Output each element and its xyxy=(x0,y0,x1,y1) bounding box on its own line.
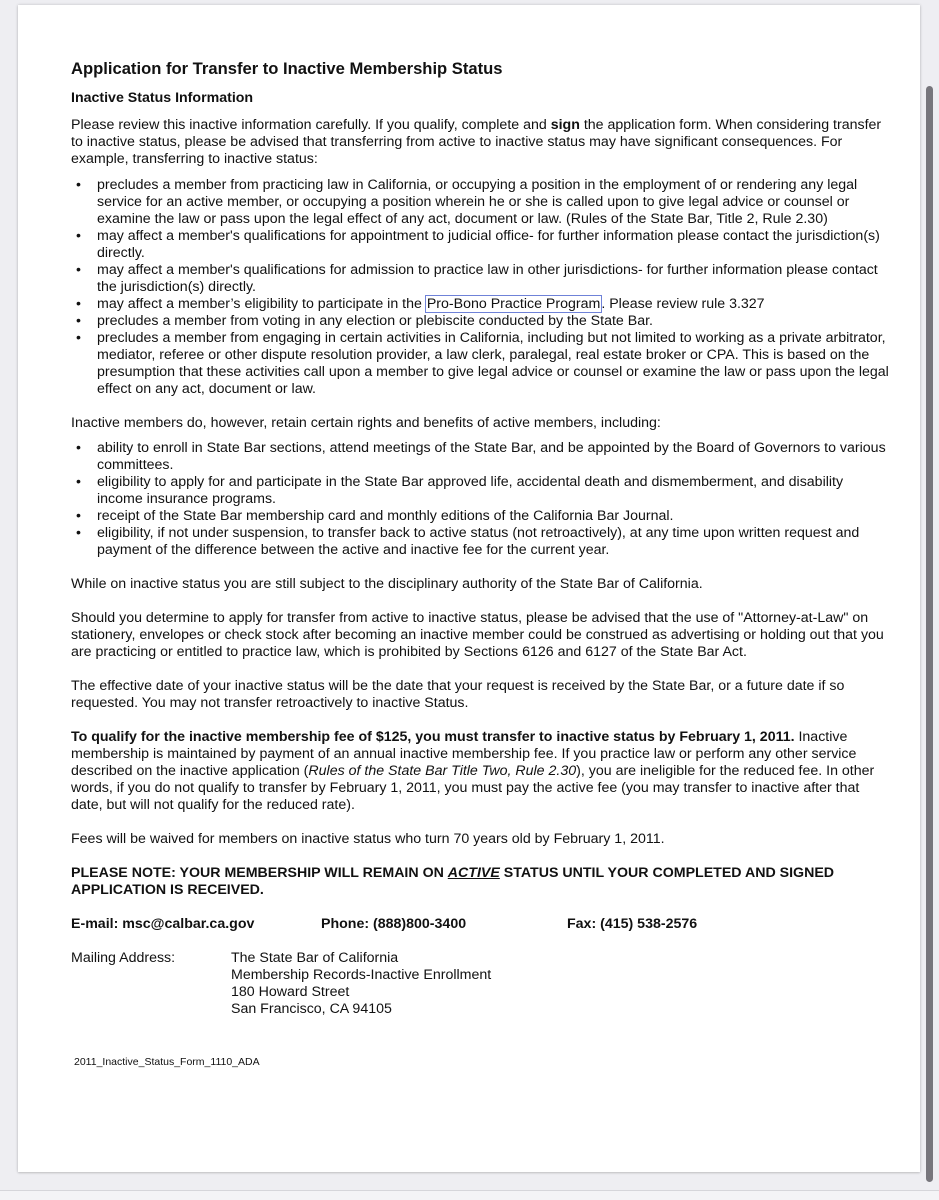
list-item xyxy=(71,474,891,508)
bullet-icon: • xyxy=(76,474,81,490)
consequences-list xyxy=(71,177,891,398)
list-item-text: may affect a member's qualifications for appointment to judicial office- for further information please contact the jurisdiction(s) directly. xyxy=(97,228,880,261)
note-text: PLEASE NOTE: YOUR MEMBERSHIP WILL REMAIN ON xyxy=(71,865,448,881)
viewer-bottom-edge xyxy=(0,1190,939,1200)
address-line: 180 Howard Street xyxy=(231,984,350,1000)
rights-intro: Inactive members do, however, retain certain rights and benefits of active members, including: xyxy=(71,415,661,431)
list-item xyxy=(71,177,891,228)
list-item xyxy=(71,330,891,398)
intro-text: Please review this inactive information carefully. If you qualify, complete and xyxy=(71,117,551,133)
page-content xyxy=(71,59,891,1071)
bullet-icon: • xyxy=(76,508,81,524)
address-line: San Francisco, CA 94105 xyxy=(231,1001,392,1017)
mailing-address-label: Mailing Address: xyxy=(71,950,176,966)
form-id: 2011_Inactive_Status_Form_1110_ADA xyxy=(74,1056,260,1068)
contact-info xyxy=(71,916,891,933)
note-text-rest: STATUS UNTIL YOUR COMPLETED AND SIGNED APPLICATION IS RECEIVED. xyxy=(71,865,835,898)
intro-text-rest: the application form. When considering transfer to inactive status, please be advised that transferring from active to inactive status may have significant consequences. For example, transferring to inactive status: xyxy=(71,117,882,167)
list-item-text: may affect a member’s eligibility to participate in the xyxy=(97,296,426,312)
list-item-text: eligibility to apply for and participate in the State Bar approved life, accidental death and dismemberment, and disability income insurance programs. xyxy=(97,474,844,507)
list-item xyxy=(71,525,891,559)
intro-paragraph xyxy=(71,117,891,168)
scrollbar-thumb[interactable] xyxy=(926,86,933,1182)
list-item xyxy=(71,313,891,330)
disciplinary-paragraph: While on inactive status you are still subject to the disciplinary authority of the State Bar of California. xyxy=(71,576,703,592)
document-page xyxy=(18,5,920,1172)
address-line: Membership Records-Inactive Enrollment xyxy=(231,967,492,983)
list-item-text: may affect a member's qualifications for admission to practice law in other jurisdictions- for further information please contact the jurisdiction(s) directly. xyxy=(97,262,878,295)
list-item xyxy=(71,228,891,262)
please-note xyxy=(71,865,891,899)
mailing-address-lines xyxy=(231,950,491,1018)
bullet-icon: • xyxy=(76,262,81,278)
list-item xyxy=(71,508,891,525)
document-title: Application for Transfer to Inactive Membership Status xyxy=(71,59,503,78)
fee-text: Inactive membership is maintained by payment of an annual inactive membership fee. If you practice law or perform any other service described on the inactive application ( xyxy=(71,729,857,779)
effective-date-paragraph: The effective date of your inactive status will be the date that your request is received by the State Bar, or a future date if so requested. You may not transfer retroactively to inactive Status. xyxy=(71,678,845,711)
contact-phone: Phone: (888)800-3400 xyxy=(321,916,467,932)
list-item-text: ability to enroll in State Bar sections, attend meetings of the State Bar, and be appointed by the Board of Governors to various committees. xyxy=(97,440,886,473)
bullet-icon: • xyxy=(76,440,81,456)
list-item-text-rest: . Please review rule 3.327 xyxy=(601,296,765,312)
list-item-text: eligibility, if not under suspension, to transfer back to active status (not retroactively), at any time upon written request and payment of the difference between the active and inactive fee for the current year. xyxy=(97,525,860,558)
bullet-icon: • xyxy=(76,313,81,329)
fee-text-rest: ), you are ineligible for the reduced fee. In other words, if you do not qualify to transfer by February 1, 2011, you must pay the active fee (you may transfer to inactive after that date, but will not qualify for the reduced rate). xyxy=(71,763,875,813)
list-item xyxy=(71,296,891,313)
rights-list xyxy=(71,440,891,559)
bullet-icon: • xyxy=(76,177,81,193)
contact-email: E-mail: msc@calbar.ca.gov xyxy=(71,916,255,932)
list-item-text: precludes a member from voting in any election or plebiscite conducted by the State Bar. xyxy=(97,313,653,329)
bullet-icon: • xyxy=(76,228,81,244)
list-item-text: precludes a member from practicing law in California, or occupying a position in the employment of or rendering any legal service for an active member, or occupying a position wherein he or she is called upon to give legal advice or counsel or examine the law or pass upon the legal effect of any act, document or law. (Rules of the State Bar, Title 2, Rule 2.30) xyxy=(97,177,858,227)
intro-bold-sign: sign xyxy=(550,117,580,133)
vertical-scrollbar[interactable] xyxy=(921,0,935,1200)
fee-paragraph xyxy=(71,729,891,814)
list-item xyxy=(71,440,891,474)
attorney-at-law-paragraph: Should you determine to apply for transfer from active to inactive status, please be advised that the use of "Attorney-at-Law" on stationery, envelopes or check stock after becoming an inactive member could be construed as advertising or holding out that you are practicing or entitled to practice law, which is prohibited by Sections 6126 and 6127 of the State Bar Act. xyxy=(71,610,884,660)
section-heading: Inactive Status Information xyxy=(71,90,254,106)
pro-bono-program-link[interactable]: Pro-Bono Practice Program xyxy=(426,296,601,312)
list-item xyxy=(71,262,891,296)
contact-fax: Fax: (415) 538-2576 xyxy=(567,916,698,932)
address-line: The State Bar of California xyxy=(231,950,399,966)
bullet-icon: • xyxy=(76,330,81,346)
note-active-emphasis: ACTIVE xyxy=(447,865,500,881)
fee-rule-reference: Rules of the State Bar Title Two, Rule 2.30 xyxy=(308,763,577,779)
bullet-icon: • xyxy=(76,296,81,312)
fee-bold-text: To qualify for the inactive membership fee of $125, you must transfer to inactive status by February 1, 2011. xyxy=(71,729,795,745)
list-item-text: receipt of the State Bar membership card and monthly editions of the California Bar Journal. xyxy=(97,508,674,524)
waiver-paragraph: Fees will be waived for members on inactive status who turn 70 years old by February 1, 2011. xyxy=(71,831,665,847)
mailing-address xyxy=(71,950,891,1018)
list-item-text: precludes a member from engaging in certain activities in California, including but not limited to working as a private arbitrator, mediator, referee or other dispute resolution provider, a law clerk, paralegal, real estate broker or CPA. This is based on the presumption that these activities call upon a member to give legal advice or counsel or examine the law or pass upon the legal effect on any act, document or law. xyxy=(97,330,889,397)
bullet-icon: • xyxy=(76,525,81,541)
